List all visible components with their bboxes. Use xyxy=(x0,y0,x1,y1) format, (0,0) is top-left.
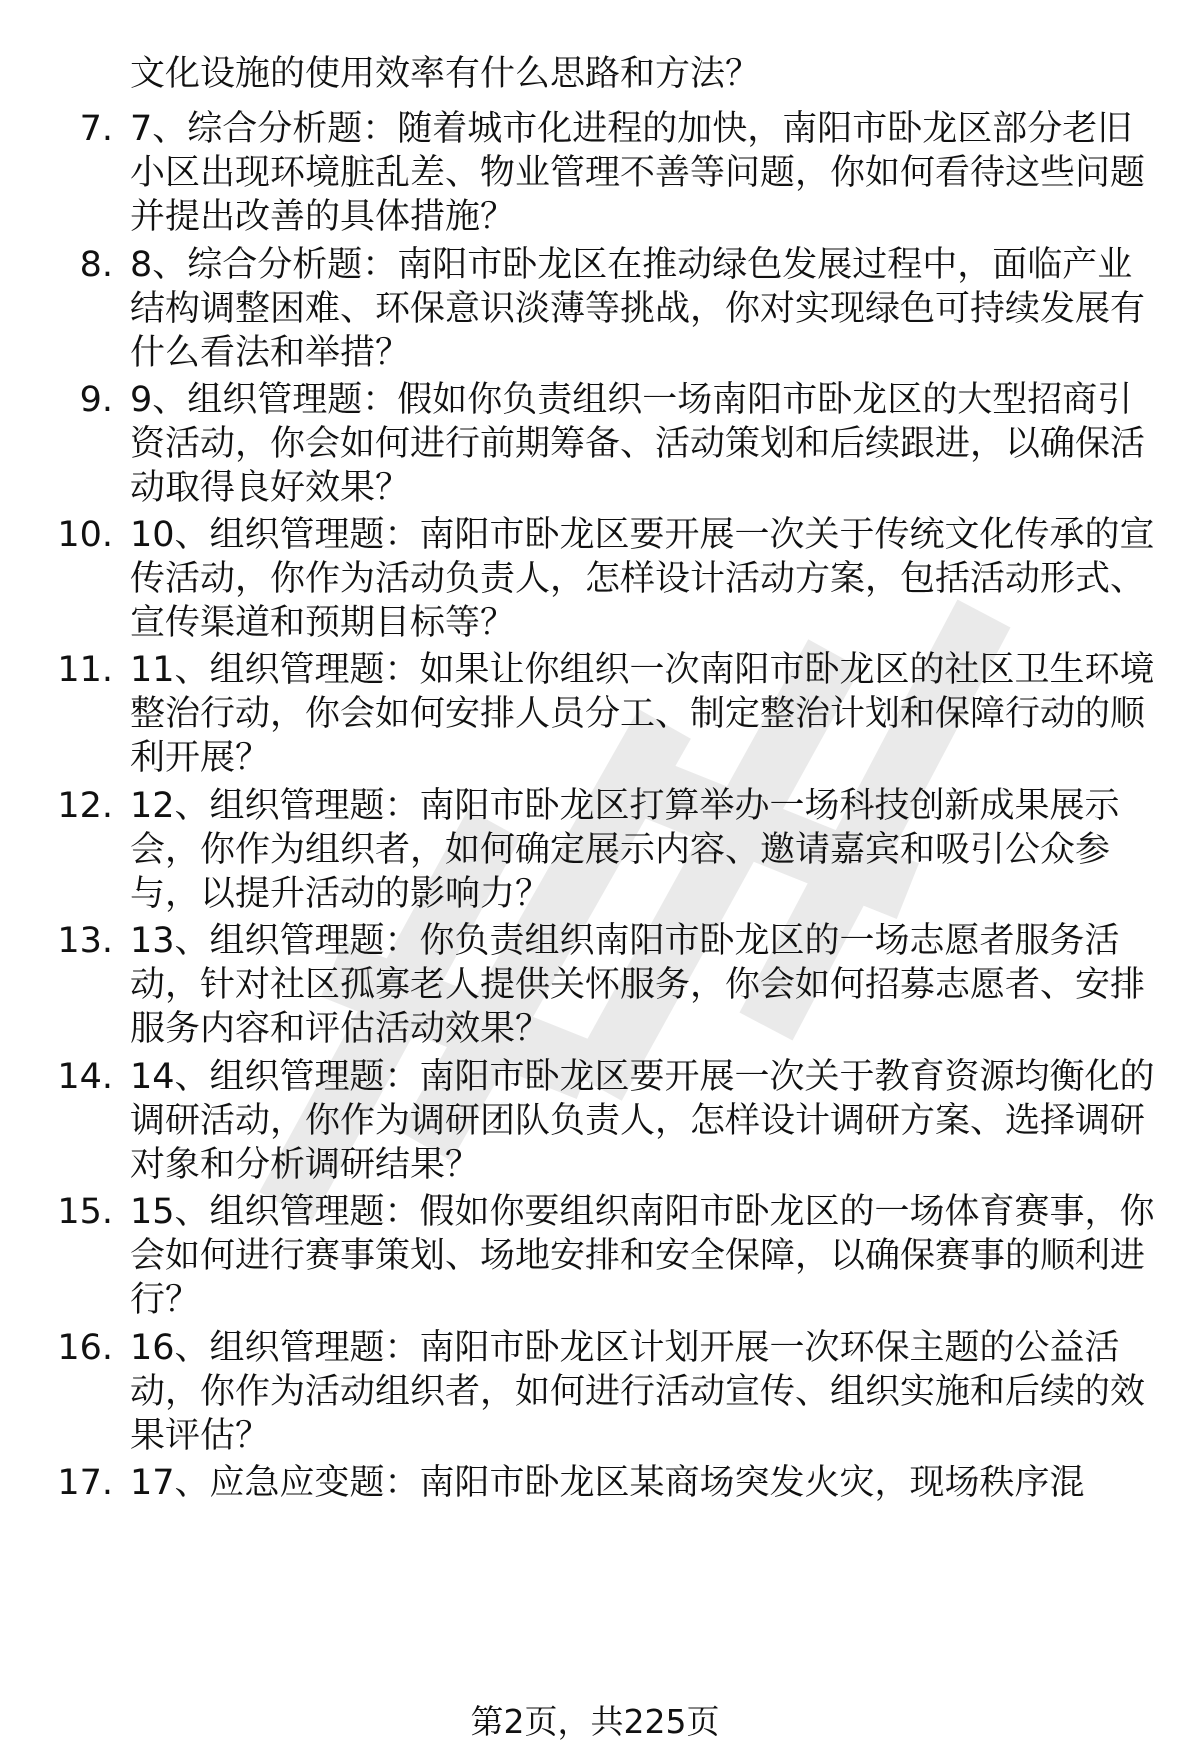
list-item xyxy=(0,1326,1190,1466)
item-number: 12. xyxy=(57,786,113,826)
item-number: 14. xyxy=(57,1057,113,1097)
list-item xyxy=(0,648,1190,788)
list-item xyxy=(0,107,1190,247)
question-text: 16、组织管理题：南阳市卧龙区计划开展一次环保主题的公益活动，你作为活动组织者，如何进行活动宣传、组织实施和后续的效果评估？ xyxy=(130,1328,1146,1456)
question-text: 15、组织管理题：假如你要组织南阳市卧龙区的一场体育赛事，你会如何进行赛事策划、场地安排和安全保障，以确保赛事的顺利进行？ xyxy=(130,1192,1155,1320)
question-text: 17、应急应变题：南阳市卧龙区某商场突发火灾，现场秩序混 xyxy=(130,1463,1085,1503)
list-item xyxy=(0,513,1190,653)
question-text: 11、组织管理题：如果让你组织一次南阳市卧龙区的社区卫生环境整治行动，你会如何安排人员分工、制定整治计划和保障行动的顺利开展？ xyxy=(130,650,1155,778)
continued-text: 文化设施的使用效率有什么思路和方法？ xyxy=(130,54,761,94)
item-number: 8. xyxy=(79,245,113,285)
list-item xyxy=(0,1190,1190,1330)
item-number: 15. xyxy=(57,1192,113,1232)
list-item xyxy=(0,1461,1190,1601)
page-footer: 第2页，共225页 xyxy=(470,1702,720,1741)
item-number: 7. xyxy=(79,109,113,149)
list-item xyxy=(0,919,1190,1059)
item-number: 17. xyxy=(57,1463,113,1503)
question-text: 14、组织管理题：南阳市卧龙区要开展一次关于教育资源均衡化的调研活动，你作为调研团队负责人，怎样设计调研方案、选择调研对象和分析调研结果？ xyxy=(130,1057,1155,1185)
list-item xyxy=(0,784,1190,924)
question-text: 7、综合分析题：随着城市化进程的加快，南阳市卧龙区部分老旧小区出现环境脏乱差、物业管理不善等问题，你如何看待这些问题并提出改善的具体措施？ xyxy=(130,109,1146,237)
question-text: 13、组织管理题：你负责组织南阳市卧龙区的一场志愿者服务活动，针对社区孤寡老人提供关怀服务，你会如何招募志愿者、安排服务内容和评估活动效果？ xyxy=(130,921,1146,1049)
question-text: 12、组织管理题：南阳市卧龙区打算举办一场科技创新成果展示会，你作为组织者，如何确定展示内容、邀请嘉宾和吸引公众参与，以提升活动的影响力？ xyxy=(130,786,1120,914)
item-number: 9. xyxy=(79,380,113,420)
item-number: 16. xyxy=(57,1328,113,1368)
list-item xyxy=(0,378,1190,518)
list-item xyxy=(0,1055,1190,1195)
list-item xyxy=(0,243,1190,383)
question-text: 10、组织管理题：南阳市卧龙区要开展一次关于传统文化传承的宣传活动，你作为活动负责人，怎样设计活动方案，包括活动形式、宣传渠道和预期目标等？ xyxy=(130,515,1155,643)
item-number: 13. xyxy=(57,921,113,961)
question-text: 8、综合分析题：南阳市卧龙区在推动绿色发展过程中，面临产业结构调整困难、环保意识淡薄等挑战，你对实现绿色可持续发展有什么看法和举措？ xyxy=(130,245,1146,373)
item-number: 10. xyxy=(57,515,113,555)
question-text: 9、组织管理题：假如你负责组织一场南阳市卧龙区的大型招商引资活动，你会如何进行前期筹备、活动策划和后续跟进，以确保活动取得良好效果？ xyxy=(130,380,1146,508)
item-number: 11. xyxy=(57,650,113,690)
